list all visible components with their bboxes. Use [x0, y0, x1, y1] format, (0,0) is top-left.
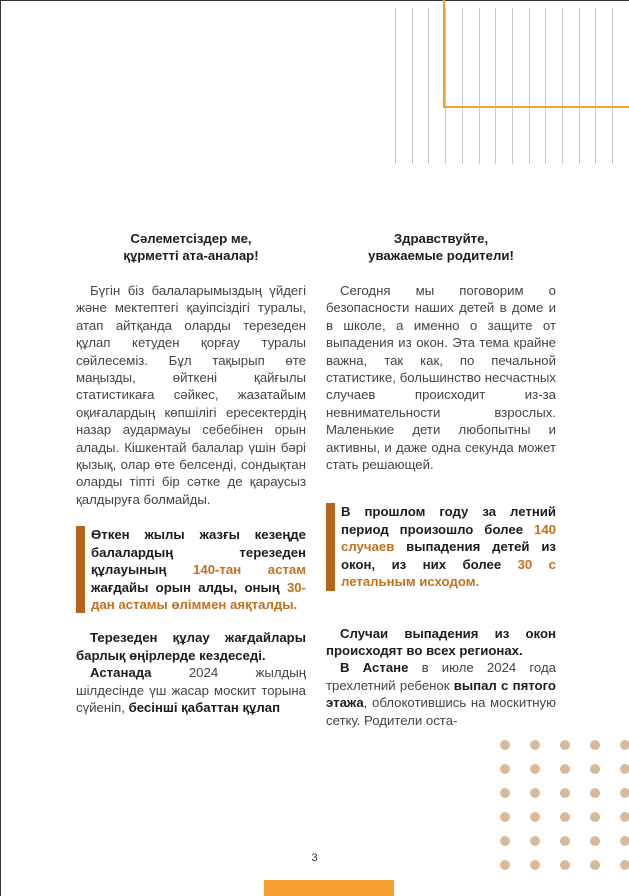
- deco-dot: [620, 764, 629, 774]
- deco-line: [412, 8, 413, 164]
- deco-line: [545, 8, 546, 164]
- deco-dot: [560, 740, 570, 750]
- quote-bar: [76, 526, 85, 613]
- deco-line: [395, 8, 396, 164]
- deco-dot: [590, 812, 600, 822]
- deco-dot: [560, 764, 570, 774]
- deco-dot: [590, 740, 600, 750]
- page-number: 3: [311, 852, 318, 864]
- deco-line: [495, 8, 496, 164]
- kazakh-statistic-quote: [76, 526, 306, 613]
- russian-statistic-quote: [326, 503, 556, 590]
- russian-greeting-line2: уважаемые родители!: [368, 248, 514, 263]
- deco-line: [479, 8, 480, 164]
- deco-dot: [560, 812, 570, 822]
- astana-bold2: бесінші қабаттан құлап: [128, 699, 281, 715]
- deco-dot: [530, 812, 540, 822]
- quote-highlight: 30-дан астамы өліммен аяқталды.: [91, 579, 306, 612]
- deco-line: [579, 8, 580, 164]
- russian-intro: Сегодня мы поговорим о безопасности наших детей в доме и в школе, а именно о защите от выпадения из окон. Эта тема крайне важна, так как, по печальной статистике, большинство несчастных случаев происходит из-за невнимательности взрослых. Маленькие дети любопытны и активны, и даже одна секунда может стать решающей.: [326, 283, 556, 473]
- quote-bar: [326, 503, 335, 590]
- deco-dot: [620, 812, 629, 822]
- kazakh-intro: Бүгін біз балаларымыздың үйдегі және мектептегі қауіпсіздігі туралы, атап айтқанда оларды терезеден құлап кетуден қорғау туралы сөйлесеміз. Бұл тақырып өте маңызды, өйткені қайғылы статистикаға сәйкес, жазатайым оқиғалардың көпшілігі ересектердің назар аудармауы себебінен орын алады. Кішкентай балалар үшін бәрі қызық, олар өте белсенді, сондықтан оларды тіпті бір сәтке де қараусыз қалдыруға болмайды.: [76, 283, 306, 507]
- quote-highlight: 140 случаев: [341, 521, 556, 555]
- orange-frame-vertical: [443, 0, 445, 106]
- quote-highlight: 140-тан астам: [193, 562, 306, 578]
- astana-bold: В Астане: [340, 660, 409, 676]
- astana-text: в июле 2024 года трехлетний ребенок: [326, 660, 556, 693]
- quote-text: жағдайы орын алды, оның: [91, 579, 287, 595]
- russian-section-title: Случаи выпадения из окон происходят во всех регионах.: [326, 625, 556, 658]
- russian-greeting-line1: Здравствуйте,: [393, 231, 489, 246]
- deco-dot: [620, 788, 629, 798]
- quote-text: В прошлом году за летний период произошло более: [341, 504, 556, 537]
- deco-line: [428, 8, 429, 164]
- deco-dot: [530, 836, 540, 846]
- deco-dot: [530, 740, 540, 750]
- astana-text: , облокотившись на москитную сетку. Родители оста-: [326, 695, 556, 728]
- astana-text: 2024 жылдың шілдесінде үш жасар москит торына сүйеніп,: [76, 665, 306, 715]
- deco-line: [529, 8, 530, 164]
- deco-dot: [530, 764, 540, 774]
- astana-bold2: выпал с пятого этажа: [326, 677, 556, 711]
- deco-dot: [590, 764, 600, 774]
- quote-text: Өткен жылы жазғы кезеңде балалардың терезеден құлауының: [91, 527, 306, 578]
- deco-dot: [620, 740, 629, 750]
- footer-accent-bar: [264, 880, 394, 896]
- russian-astana-para: [326, 659, 556, 729]
- decorative-lines: [395, 8, 627, 164]
- deco-dot: [560, 788, 570, 798]
- quote-highlight: 30 с летальным исходом.: [341, 556, 556, 590]
- deco-line: [562, 8, 563, 164]
- astana-bold: Астанада: [90, 665, 152, 681]
- deco-line: [445, 8, 446, 164]
- deco-dot: [620, 836, 629, 846]
- deco-dot: [500, 740, 510, 750]
- russian-greeting: [326, 230, 556, 264]
- kazakh-astana-para: [76, 664, 306, 716]
- kazakh-section-title: Терезеден құлау жағдайлары барлық өңірлерде кездеседі.: [76, 630, 306, 663]
- quote-text: выпадения детей из окон, из них более: [341, 539, 556, 572]
- deco-line: [595, 8, 596, 164]
- kazakh-greeting: [76, 230, 306, 264]
- deco-line: [462, 8, 463, 164]
- orange-frame-horizontal: [443, 106, 629, 108]
- deco-dot: [500, 764, 510, 774]
- deco-dot: [560, 836, 570, 846]
- deco-dot: [500, 812, 510, 822]
- deco-line: [612, 8, 613, 164]
- deco-line: [512, 8, 513, 164]
- deco-dot: [530, 788, 540, 798]
- deco-dot: [590, 836, 600, 846]
- deco-dot: [500, 788, 510, 798]
- deco-dot: [590, 788, 600, 798]
- deco-dot: [500, 836, 510, 846]
- kazakh-greeting-line2: құрметті ата-аналар!: [123, 248, 259, 263]
- kazakh-column: [76, 230, 306, 716]
- russian-column: [326, 230, 556, 729]
- kazakh-greeting-line1: Сәлеметсіздер ме,: [130, 231, 252, 246]
